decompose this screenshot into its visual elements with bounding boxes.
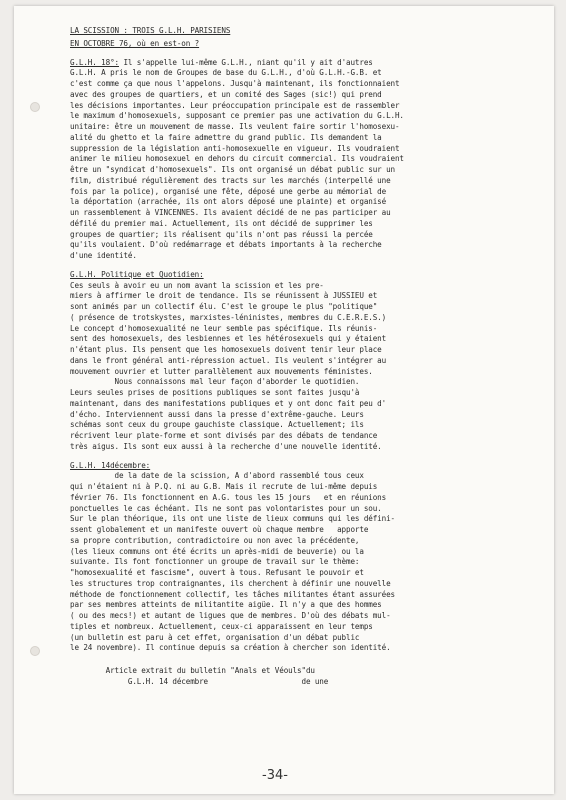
section-glh-politique-quotidien [70,270,520,453]
document-subtitle: EN OCTOBRE 76, où en est-on ? [70,38,200,48]
document-title: LA SCISSION : TROIS G.L.H. PARISIENS [70,26,231,35]
section-glh-18 [70,58,520,262]
article-source-note: Article extrait du bulletin "Anals et Véouls"du G.L.H. 14 décembre de une [105,666,329,686]
punch-hole-mark [30,646,40,656]
document-body [70,26,520,688]
punch-hole-mark [30,102,40,112]
section-heading: G.L.H. Politique et Quotidien: [70,269,204,279]
section-heading: G.L.H. 18°: [70,57,119,67]
page-number: -34- [262,768,288,783]
section-text: de la date de la scission, A d'abord rassemblé tous ceux qui n'étaient ni à P.Q. ni au G.B. Mais il recrute de lui-même depuis février 76. Ils fonctionnent en A.G. tous les 15 jours et en réunions ponctuelles le cas échéant. Ils ne sont pas volontaristes pour un sou. Sur le plan théorique, ils ont une liste de lieux communs qui les défini- ssent globalement et un manifeste ouvert où chaque membre apporte sa propre contribution, contradictoire ou non avec la précédente, (les lieux communs ont été écrits un après-midi de beuverie) ou la suivante. Ils font fonctionner un groupe de travail sur le thème: "homosexualité et fascisme", ouvert à tous. Refusant le pouvoir et les structures trop contraignantes, ils cherchent à définir une nouvelle méthode de fonctionnement collectif, les tâches militantes étant assurées par ses membres atteints de militantite aigüe. Il n'y a que des hommes ( ou des mecs!) et autant de ligues que de membres. D'où des débats mul- tiples et nombreux. Actuellement, ceux-ci apparaissent en leur temps (un bulletin est paru à cet effet, organisation d'un débat public le 24 novembre). Il continue depuis sa création à chercher son identité. [70,471,395,653]
section-heading: G.L.H. 14décembre: [70,460,151,470]
section-text: Il s'appelle lui-même G.L.H., niant qu'il y ait d'autres G.L.H. A pris le nom de Groupes de base du G.L.H., d'où G.L.H.-G.B. et c'est comme ça que nous l'appelons. Jusqu'à maintenant, ils fonctionnaient avec des groupes de quartiers, et un comité des Sages (sic!) qui prend les décisions importantes. Leur préoccupation principale est de rassembler le maximum d'homosexuels, supposant ce premier pas une activation du G.L.H. unitaire: être un mouvement de masse. Ils veulent faire sortir l'homosexu- alité du ghetto et la faire admettre du grand public. Ils demandent la suppression de la législation anti-homosexuelle en vigueur. Ils voudraient animer le milieu homosexuel en dehors du circuit commercial. Ils voudraient être un "syndicat d'homosexuels". Ils ont organisé un débat public sur un film, distribué régulièrement des tracts sur les marchés (interpellé une fois par la police), organisé une fête, déposé une gerbe au mémorial de la déportation (arrachée, ils ont alors déposé une plainte) et organisé un rassemblement à VINCENNES. Ils avaient décidé de ne pas participer au défilé du premier mai. Actuellement, ils ont décidé de supprimer les groupes de quartier; ils réalisent qu'ils n'ont pas réussi la percée qu'ils voulaient. D'où redémarrage et débats importants à la recherche d'une identité. [70,57,404,260]
section-text: Ces seuls à avoir eu un nom avant la scission et les pre- miers à affirmer le droit de tendance. Ils se réunissent à JUSSIEU et sont animés par un collectif élu. C'est le groupe le plus "politique" ( présence de trotskystes, marxistes-léninistes, membres du C.E.R.E.S.) Le concept d'homosexualité ne leur semble pas spécifique. Ils réunis- sent des homosexuels, des lesbiennes et les hétérosexuels qui y étaient n'étant plus. Ils pensent que les homosexuels doivent tenir leur place dans le front général anti-répression actuel. Ils veulent s'intégrer au mouvement ouvrier et lutter parallèlement aux mouvements féministes. Nous connaissons mal leur façon d'aborder le quotidien. Leurs seules prises de positions publiques se sont faites jusqu'à maintenant, dans des manifestations publiques et y ont donc fait peu d' d'écho. Interviennent aussi dans la presse d'extrême-gauche. Leurs schémas sont ceux du groupe gauchiste classique. Actuellement; ils récrivent leur plate-forme et sont divisés par des débats de tendance très aigus. Ils sont eux aussi à la recherche d'une nouvelle identité. [70,280,387,451]
section-glh-14-decembre [70,461,520,655]
